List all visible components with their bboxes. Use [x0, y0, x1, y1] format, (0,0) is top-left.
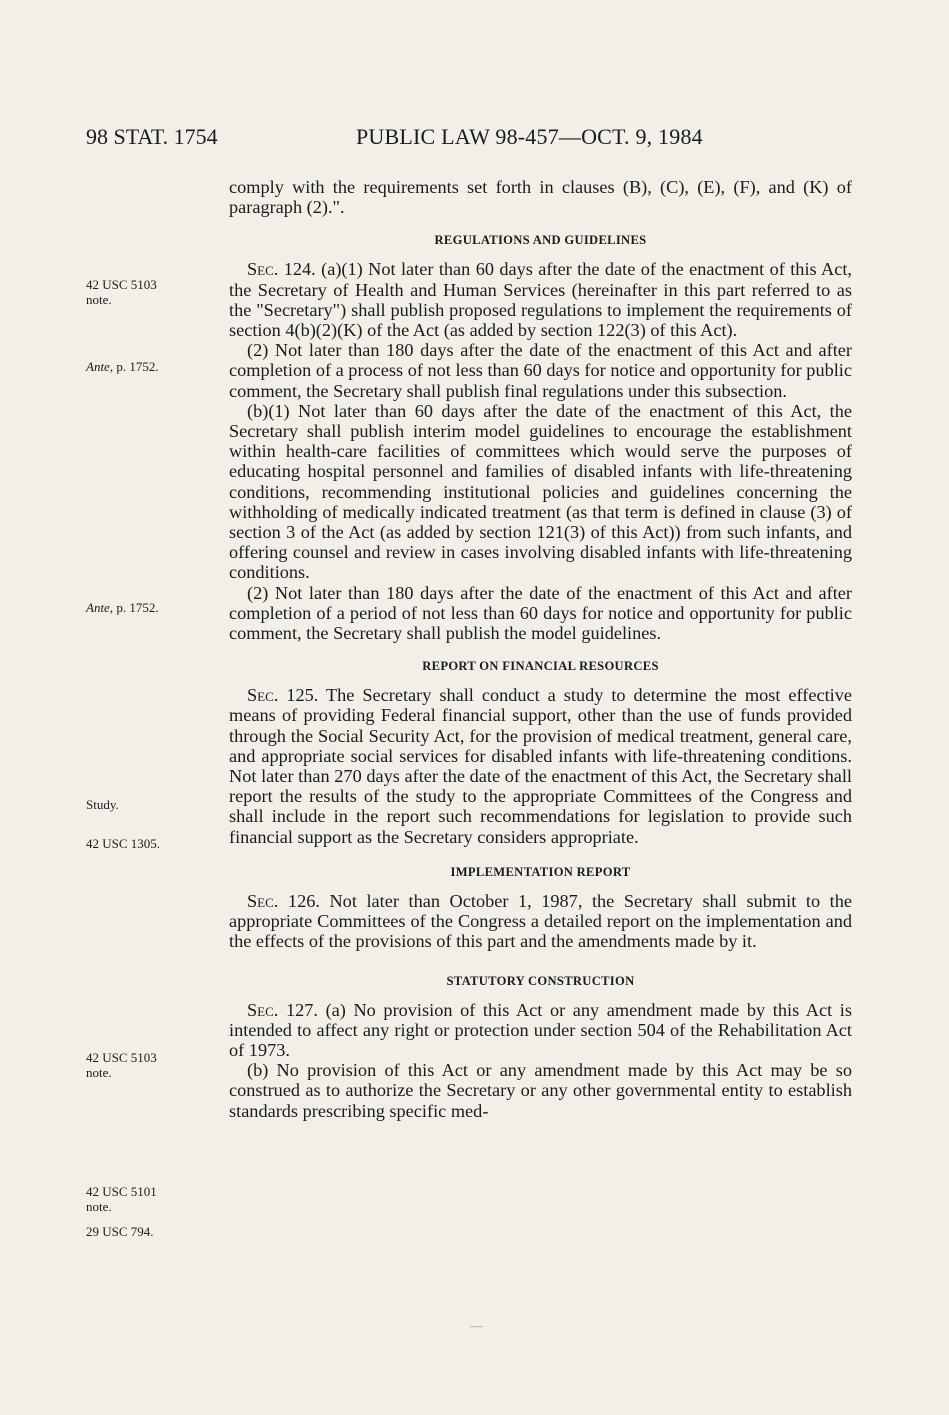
margin-note-italic: Ante,	[86, 359, 114, 374]
section-124-a1	[229, 259, 852, 340]
margin-note-italic: Ante,	[86, 600, 114, 615]
statute-page-number: 98 STAT. 1754	[86, 124, 218, 149]
statute-body	[229, 177, 852, 1121]
margin-note-line: note.	[86, 1065, 112, 1080]
section-label: Sec.	[247, 999, 279, 1020]
section-heading: REGULATIONS AND GUIDELINES	[434, 233, 647, 248]
section-127-a	[229, 1000, 852, 1061]
margin-note-study: Study.	[86, 797, 119, 812]
margin-note-ante	[86, 600, 159, 615]
section-heading: REPORT ON FINANCIAL RESOURCES	[422, 659, 659, 674]
margin-note-rest: p. 1752.	[113, 600, 159, 615]
section-text: 126. Not later than October 1, 1987, the Secretary shall submit to the appropriate Committees of the Congress a detailed report on the implementation and the effects of the provisions of this part and the amendments made by it.	[229, 890, 852, 952]
margin-note-citation	[86, 1050, 157, 1080]
section-124-a2: (2) Not later than 180 days after the date of the enactment of this Act and after completion of a process of not less than 60 days for notice and opportunity for public comment, the Secretary shall publish final regulations under this subsection.	[229, 340, 852, 401]
margin-note-line: 42 USC 5103	[86, 277, 157, 292]
section-126	[229, 891, 852, 952]
margin-note-ante	[86, 359, 159, 374]
section-text: 125. The Secretary shall conduct a study to determine the most effective means of providing Federal financial support, other than the use of funds provided through the Social Security Act, for the provision of medical treatment, general care, and appropriate social services for disabled infants with life-threatening conditions. Not later than 270 days after the date of the enactment of this Act, the Secretary shall report the results of the study to the appropriate Committees of the Congress and shall include in the report such recommendations for legislation to provide such financial support as the Secretary considers appropriate.	[229, 685, 852, 847]
section-heading: IMPLEMENTATION REPORT	[450, 864, 631, 879]
section-label: Sec.	[247, 685, 279, 706]
margin-note-line: note.	[86, 292, 112, 307]
margin-note-line: note.	[86, 1199, 112, 1214]
margin-note-citation	[86, 1184, 157, 1214]
section-124-b2: (2) Not later than 180 days after the date of the enactment of this Act and after completion of a period of not less than 60 days for notice and opportunity for public comment, the Secretary shall publish the model guidelines.	[229, 582, 852, 644]
section-label: Sec.	[247, 259, 279, 280]
section-label: Sec.	[247, 890, 279, 911]
intro-paragraph: comply with the requirements set forth in clauses (B), (C), (E), (F), and (K) of paragraph (2).".	[229, 177, 852, 218]
margin-note-citation: 29 USC 794.	[86, 1224, 154, 1239]
section-heading: STATUTORY CONSTRUCTION	[446, 973, 635, 988]
section-127-b: (b) No provision of this Act or any amendment made by this Act may be so construed as to authorize the Secretary or any other governmental entity to establish standards prescribing specific med-	[229, 1060, 852, 1121]
running-header: PUBLIC LAW 98-457—OCT. 9, 1984	[356, 124, 703, 149]
section-text: 124. (a)(1) Not later than 60 days after the date of the enactment of this Act, the Secretary of Health and Human Services (hereinafter in this part referred to as the "Secretary") shall publish proposed regulations to implement the requirements of section 4(b)(2)(K) of the Act (as added by section 122(3) of this Act).	[229, 259, 852, 341]
margin-note-citation: 42 USC 1305.	[86, 836, 161, 851]
section-text: 127. (a) No provision of this Act or any amendment made by this Act is intended to affect any right or protection under section 504 of the Rehabilitation Act of 1973.	[229, 999, 852, 1060]
page-mark: —	[470, 1318, 483, 1333]
section-124-b1: (b)(1) Not later than 60 days after the date of the enactment of this Act, the Secretary shall publish interim model guidelines to encourage the establishment within health-care facilities of committees which would serve the purposes of educating hospital personnel and families of disabled infants with life-threatening conditions, recommending institutional policies and guidelines concerning the withholding of medically indicated treatment (as that term is defined in clause (3) of section 3 of the Act (as added by section 121(3) of this Act)) from such infants, and offering counsel and review in cases involving disabled infants with life-threatening conditions.	[229, 400, 852, 583]
margin-note-citation	[86, 277, 157, 307]
margin-note-rest: p. 1752.	[113, 359, 159, 374]
margin-note-line: 42 USC 5103	[86, 1050, 157, 1065]
section-125	[229, 685, 852, 847]
margin-note-line: 42 USC 5101	[86, 1184, 157, 1199]
